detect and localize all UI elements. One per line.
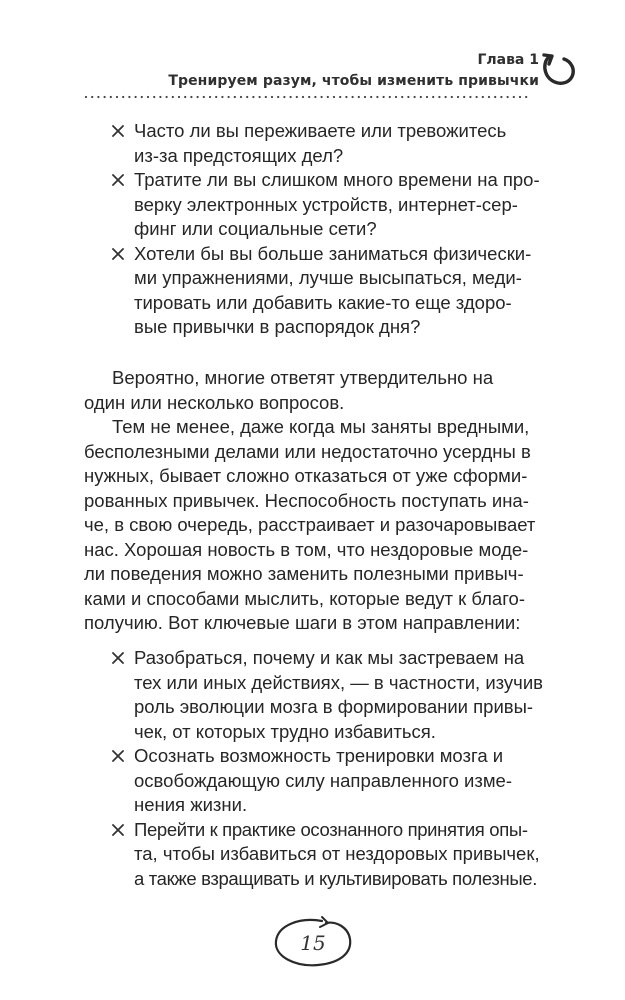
divider-dot bbox=[327, 96, 329, 98]
paragraph-line: получию. Вот ключевые шаги в этом направлении: bbox=[84, 612, 521, 633]
list-line: чек, от которых трудно избавиться. bbox=[134, 720, 436, 742]
paragraph-line: один или несколько вопросов. bbox=[84, 391, 345, 413]
cross-mark-icon bbox=[112, 248, 124, 260]
divider-dot bbox=[228, 96, 230, 98]
paragraph-line: че, в свою очередь, расстраивает и разочаровывает bbox=[84, 514, 536, 535]
paragraph-line: рованных привычек. Неспособность поступать ина- bbox=[84, 489, 529, 511]
chapter-title: Тренируем разум, чтобы изменить привычки bbox=[168, 73, 539, 89]
divider-dot bbox=[259, 96, 261, 98]
divider-dot bbox=[407, 96, 409, 98]
list-line: ми упражнениями, лучше высыпаться, меди- bbox=[134, 267, 522, 288]
divider-dot bbox=[451, 96, 453, 98]
divider-dot bbox=[389, 96, 391, 98]
divider-dot bbox=[166, 96, 168, 98]
list-line: из-за предстоящих дел? bbox=[134, 144, 344, 166]
divider-dot bbox=[401, 96, 403, 98]
divider-dot bbox=[153, 96, 155, 98]
divider-dot bbox=[420, 96, 422, 98]
list-line: Осознать возможность тренировки мозга и bbox=[134, 745, 504, 766]
paragraph-line: бесполезными делами или недостаточно усердны в bbox=[84, 440, 531, 462]
divider-dot bbox=[252, 96, 254, 98]
divider-dot bbox=[476, 96, 478, 98]
running-header bbox=[168, 50, 539, 92]
divider-dot bbox=[507, 96, 509, 98]
divider-dot bbox=[159, 96, 161, 98]
paragraph-line: нужных, бывает сложно отказаться от уже сформи- bbox=[84, 465, 528, 486]
list-item bbox=[84, 646, 543, 744]
divider-dot bbox=[190, 96, 192, 98]
body-paragraphs bbox=[84, 366, 536, 636]
divider-dot bbox=[141, 96, 143, 98]
divider-dot bbox=[383, 96, 385, 98]
list-line: тировать или добавить какие-то еще здоро- bbox=[134, 291, 512, 313]
steps-list bbox=[84, 646, 543, 891]
divider-dot bbox=[364, 96, 366, 98]
divider-dot bbox=[296, 96, 298, 98]
divider-dot bbox=[110, 96, 112, 98]
divider-dot bbox=[370, 96, 372, 98]
list-item bbox=[84, 744, 536, 818]
cross-mark-icon bbox=[112, 750, 124, 762]
divider-dot bbox=[519, 96, 521, 98]
divider-dot bbox=[234, 96, 236, 98]
curved-arrow-icon bbox=[540, 52, 578, 88]
divider-dot bbox=[525, 96, 527, 98]
paragraph-line: нас. Хорошая новость в том, что нездоровые моде- bbox=[84, 538, 529, 560]
paragraph-line: Тем не менее, даже когда мы заняты вредными, bbox=[112, 416, 530, 437]
divider-dot bbox=[339, 96, 341, 98]
divider-dot bbox=[246, 96, 248, 98]
divider-dot bbox=[271, 96, 273, 98]
divider-dot bbox=[513, 96, 515, 98]
paragraph bbox=[84, 415, 536, 636]
divider-dot bbox=[376, 96, 378, 98]
list-line: Часто ли вы переживаете или тревожитесь bbox=[134, 120, 507, 141]
header-dotted-divider bbox=[84, 95, 532, 99]
divider-dot bbox=[345, 96, 347, 98]
list-line: Хотели бы вы больше заниматься физически- bbox=[134, 242, 532, 264]
list-line: освобождающую силу направленного изме- bbox=[134, 769, 512, 791]
divider-dot bbox=[178, 96, 180, 98]
divider-dot bbox=[265, 96, 267, 98]
divider-dot bbox=[463, 96, 465, 98]
list-line: нения жизни. bbox=[134, 794, 248, 815]
divider-dot bbox=[314, 96, 316, 98]
paragraph-line: ли поведения можно заменить полезными привыч- bbox=[84, 563, 524, 584]
list-line: Перейти к практике осознанного принятия опы- bbox=[134, 818, 528, 840]
divider-dot bbox=[469, 96, 471, 98]
divider-dot bbox=[395, 96, 397, 98]
page-number-badge bbox=[270, 913, 356, 971]
divider-dot bbox=[414, 96, 416, 98]
divider-dot bbox=[172, 96, 174, 98]
list-line: а также взращивать и культивировать полезные. bbox=[134, 867, 538, 889]
divider-dot bbox=[116, 96, 118, 98]
divider-dot bbox=[426, 96, 428, 98]
question-list bbox=[84, 119, 540, 340]
cross-mark-icon bbox=[112, 652, 124, 664]
divider-dot bbox=[333, 96, 335, 98]
divider-dot bbox=[321, 96, 323, 98]
divider-dot bbox=[457, 96, 459, 98]
divider-dot bbox=[290, 96, 292, 98]
divider-dot bbox=[358, 96, 360, 98]
list-item bbox=[84, 818, 540, 892]
divider-dot bbox=[277, 96, 279, 98]
divider-dot bbox=[147, 96, 149, 98]
divider-dot bbox=[197, 96, 199, 98]
page-number: 15 bbox=[300, 931, 326, 955]
divider-dot bbox=[215, 96, 217, 98]
list-item bbox=[84, 168, 540, 242]
cross-mark-icon bbox=[112, 174, 124, 186]
list-line: вые привычки в распорядок дня? bbox=[134, 316, 421, 337]
divider-dot bbox=[221, 96, 223, 98]
divider-dot bbox=[203, 96, 205, 98]
list-line: финг или социальные сети? bbox=[134, 218, 377, 239]
cross-mark-icon bbox=[112, 125, 124, 137]
divider-dot bbox=[445, 96, 447, 98]
divider-dot bbox=[97, 96, 99, 98]
divider-dot bbox=[240, 96, 242, 98]
list-line: верку электронных устройств, интернет-сер- bbox=[134, 193, 518, 215]
divider-dot bbox=[488, 96, 490, 98]
paragraph bbox=[84, 366, 536, 415]
divider-dot bbox=[308, 96, 310, 98]
divider-dot bbox=[184, 96, 186, 98]
divider-dot bbox=[85, 96, 87, 98]
list-item bbox=[84, 119, 536, 168]
divider-dot bbox=[91, 96, 93, 98]
divider-dot bbox=[135, 96, 137, 98]
list-line: Тратите ли вы слишком много времени на про- bbox=[134, 169, 540, 190]
divider-dot bbox=[302, 96, 304, 98]
list-line: роль эволюции мозга в формировании привы- bbox=[134, 696, 534, 717]
cross-mark-icon bbox=[112, 824, 124, 836]
list-line: та, чтобы избавиться от нездоровых привычек, bbox=[134, 843, 540, 864]
divider-dot bbox=[432, 96, 434, 98]
divider-dot bbox=[283, 96, 285, 98]
divider-dot bbox=[352, 96, 354, 98]
paragraph-line: Вероятно, многие ответят утвердительно на bbox=[112, 367, 494, 388]
paragraph-line: ками и способами мыслить, которые ведут к благо- bbox=[84, 587, 525, 609]
divider-dot bbox=[482, 96, 484, 98]
list-line: тех или иных действиях, — в частности, изучив bbox=[134, 671, 543, 693]
divider-dot bbox=[104, 96, 106, 98]
list-line: Разобраться, почему и как мы застреваем на bbox=[134, 647, 525, 668]
divider-dot bbox=[128, 96, 130, 98]
divider-dot bbox=[500, 96, 502, 98]
divider-dot bbox=[122, 96, 124, 98]
chapter-label: Глава 1 bbox=[477, 52, 539, 68]
divider-dot bbox=[438, 96, 440, 98]
list-item bbox=[84, 242, 536, 340]
divider-dot bbox=[494, 96, 496, 98]
divider-dot bbox=[209, 96, 211, 98]
